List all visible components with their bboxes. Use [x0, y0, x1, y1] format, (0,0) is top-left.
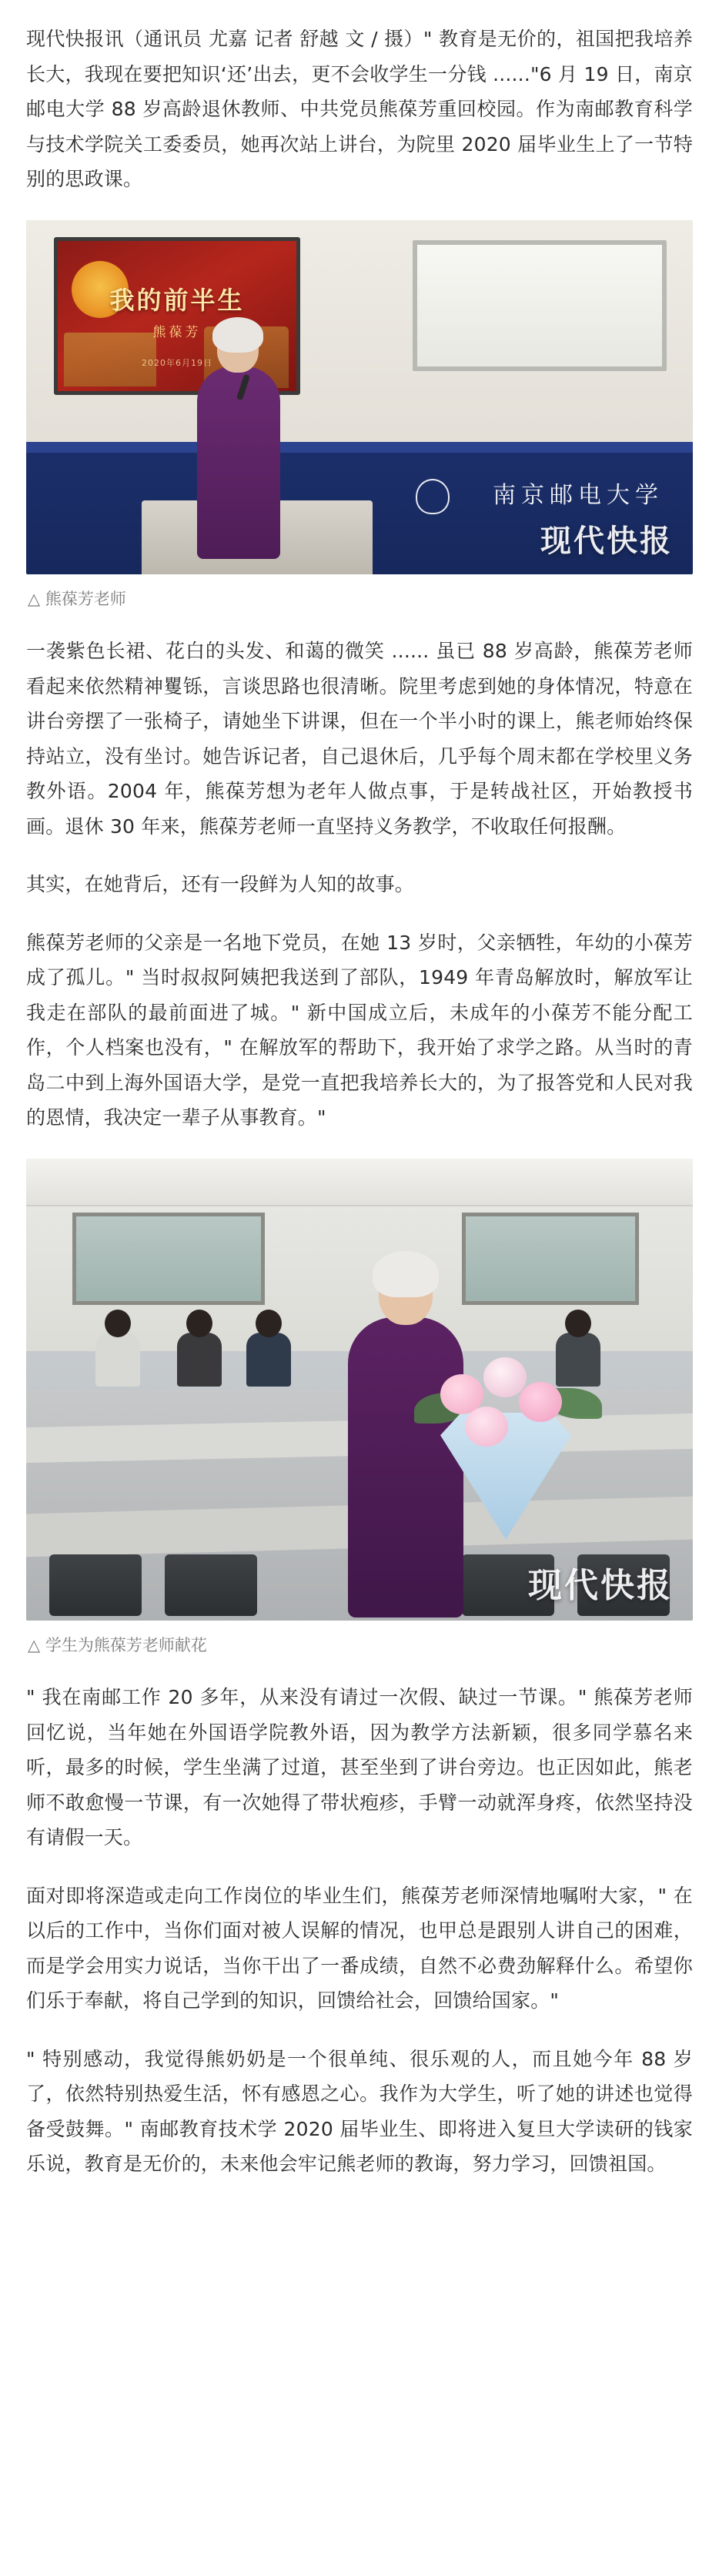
flower-icon — [465, 1407, 508, 1447]
caption-text: △ 学生为熊葆芳老师献花 — [28, 1635, 207, 1654]
chair-block — [165, 1554, 257, 1616]
figure-lecture-hall — [26, 220, 693, 574]
article-paragraph: 熊葆芳老师的父亲是一名地下党员，在她 13 岁时，父亲牺牲，年幼的小葆芳成了孤儿。" 当时叔叔阿姨把我送到了部队，1949 年青岛解放时，解放军让我走在部队的最前面进了城。" 新中国成立后，未成年的小葆芳不能分配工作，个人档案也没有，" 在解放军的帮助下，我开始了求学之路。从当时的青岛二中到上海外国语大学，是党一直把我培养长大的，为了报答党和人民对我的恩情，我决定一辈子从事教育。" — [26, 931, 693, 1129]
chair-block — [49, 1554, 142, 1616]
slide-date: 2020年6月19日 — [142, 357, 212, 368]
article-paragraph: 一袭紫色长裙、花白的头发、和蔼的微笑 ...... 虽已 88 岁高龄，熊葆芳老师看起来依然精神矍铄，言谈思路也很清晰。院里考虑到她的身体情况，特意在讲台旁摆了一张椅子，请她坐下讲课，但在一个半小时的课上，熊老师始终保持站立，没有坐讨。她告诉记者，自己退休后，几乎每个周末都在学校里义务教外语。2004 年，熊葆芳想为老年人做点事，于是转战社区，开始教授书画。退休 30 年来，熊葆芳老师一直坚持义务教学，不收取任何报酬。 — [26, 640, 693, 838]
flower-bouquet — [410, 1351, 602, 1544]
ceiling-panel — [26, 1159, 693, 1206]
teacher-figure — [192, 325, 285, 556]
chalkboard-right — [462, 1213, 639, 1305]
flower-icon — [519, 1382, 562, 1422]
student-head — [105, 1310, 131, 1337]
article-paragraph: 现代快报讯（通讯员 尤嘉 记者 舒越 文 / 摄）" 教育是无价的，祖国把我培养长大，我现在要把知识‘还’出去，更不会收学生一分钱 ......"6 月 19 日，南京邮电大学 88 岁高龄退休教师、中共党员熊葆芳重回校园。作为南邮教育科学与技术学院关工委委员，她再次站上讲台，为院里 2020 届毕业生上了一节特别的思政课。 — [26, 28, 693, 190]
article-paragraph: " 特别感动，我觉得熊奶奶是一个很单纯、很乐观的人，而且她今年 88 岁了，依然特别热爱生活，怀有感恩之心。我作为大学生，听了她的讲述也觉得备受鼓舞。" 南邮教育技术学 2020 届毕业生、即将进入复旦大学读研的钱家乐说，教育是无价的，未来他会牢记熊老师的教诲，努力学习，回馈祖国。 — [26, 2047, 693, 2176]
slide-subtitle: 熊葆芳 — [152, 324, 202, 340]
student-figure — [95, 1310, 140, 1383]
student-head — [186, 1310, 212, 1337]
figure-flower-presentation — [26, 1159, 693, 1621]
student-head — [565, 1310, 591, 1337]
student-figure — [246, 1310, 291, 1383]
figure-caption-2 — [28, 1633, 693, 1659]
article-paragraph: 其实，在她背后，还有一段鲜为人知的故事。 — [26, 873, 415, 896]
teacher-hair — [373, 1251, 439, 1297]
watermark: 现代快报 — [540, 522, 673, 559]
university-sign: 南京邮电大学 — [493, 481, 664, 509]
student-body — [246, 1333, 291, 1387]
article-paragraph: " 我在南邮工作 20 多年，从来没有请过一次假、缺过一节课。" 熊葆芳老师回忆说，当年她在外国语学院教外语，因为教学方法新颖，很多同学慕名来听，最多的时候，学生坐满了过道，甚至坐到了讲台旁边。也正因如此，熊老师不敢愈慢一节课，有一次她得了带状疱疹，手臂一动就浑身疼，依然坚持没有请假一天。 — [26, 1686, 693, 1849]
student-figure — [177, 1310, 222, 1383]
chalkboard-left — [72, 1213, 265, 1305]
whiteboard — [413, 240, 667, 371]
teacher-hair — [212, 317, 263, 353]
student-body — [95, 1333, 140, 1387]
article-paragraph: 面对即将深造或走向工作岗位的毕业生们，熊葆芳老师深情地嘱咐大家，" 在以后的工作中，当你们面对被人误解的情况，也甲总是跟别人讲自己的困难，而是学会用实力说话，当你干出了一番成绩，自然不必费劲解释什么。希望你们乐于奉献，将自己学到的知识，回馈给社会，回馈给国家。" — [26, 1884, 693, 2012]
caption-text: △ 熊葆芳老师 — [28, 589, 126, 608]
figure-caption-1 — [28, 587, 693, 613]
university-crest-icon — [416, 479, 450, 514]
student-body — [177, 1333, 222, 1387]
slide-title: 我的前半生 — [109, 285, 245, 315]
flower-icon — [483, 1357, 527, 1397]
student-head — [256, 1310, 282, 1337]
watermark: 现代快报 — [528, 1565, 673, 1605]
